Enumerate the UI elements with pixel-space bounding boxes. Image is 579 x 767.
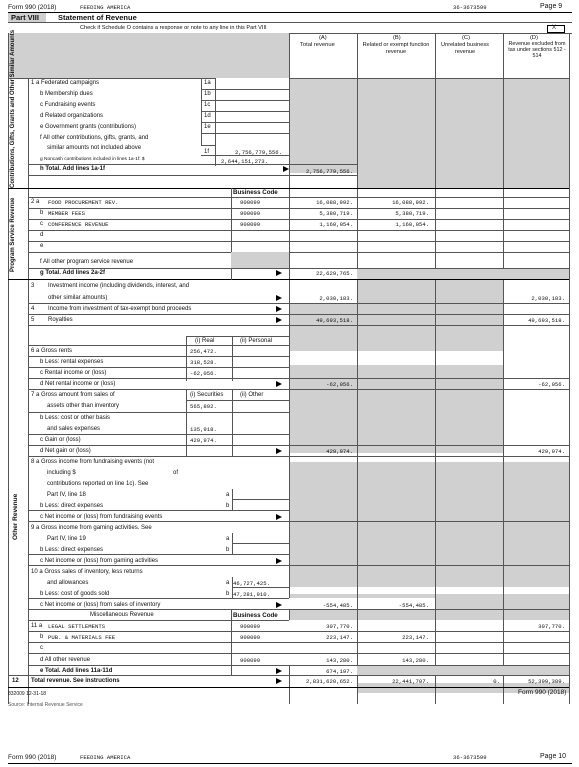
line-7c: c Gain or (loss) [40, 437, 81, 443]
line-10a-cont: and allowances [47, 580, 89, 586]
line-8a-cont2: contributions reported on line 1c). See [47, 481, 149, 487]
arrow-icon [276, 514, 282, 520]
excluded-12: 52,399,389. [528, 678, 565, 685]
line-2f: f All other program service revenue [40, 259, 134, 265]
line-8c: c Net income or (loss) from fundraising events [40, 514, 163, 520]
code-2a: 900099 [240, 199, 261, 206]
line-11c: c [40, 645, 43, 651]
related-2b: 5,380,719. [395, 210, 429, 217]
line-1e: e Government grants (contributions) [40, 124, 137, 130]
org-name: FEEDING AMERICA [80, 4, 131, 11]
total-11e: 674,197. [326, 668, 353, 675]
line-6b: b Less: rental expenses [40, 359, 104, 365]
value-10b: 47,281,910. [233, 591, 270, 598]
line-1b: b Membership dues [40, 91, 93, 97]
related-2a: 16,088,992. [392, 199, 429, 206]
value-7a: 565,892. [190, 403, 217, 410]
key-10b: b [226, 591, 230, 597]
excluded-3: 2,030,183. [531, 295, 565, 302]
total-11d: 143,280. [326, 657, 353, 664]
key-1e: 1e [204, 124, 211, 130]
code-2c: 900099 [240, 221, 261, 228]
line-7b-cont: and sales expenses [47, 426, 101, 432]
program-2b-name: MEMBER FEES [48, 210, 85, 217]
code-11a: 900099 [240, 623, 261, 630]
col-b-letter: (B) [393, 35, 401, 41]
related-11d: 143,280. [402, 657, 429, 664]
excluded-6d: -62,056. [538, 381, 565, 388]
total-3: 2,030,183. [319, 295, 353, 302]
header-shade [8, 33, 289, 78]
total-7d: 429,974. [326, 448, 353, 455]
next-form-label: Form 990 (2018) [8, 754, 57, 761]
business-code-label-2: Business Code [233, 612, 278, 619]
col-c-letter: (C) [462, 35, 471, 41]
total-12: 2,831,620,652. [306, 678, 353, 685]
total-2g: 22,629,765. [316, 270, 353, 277]
col-a-title: Total revenue [300, 42, 335, 48]
related-2c: 1,160,054. [395, 221, 429, 228]
col-d-letter: (D) [530, 35, 539, 41]
line-12: Total revenue. See instructions [31, 678, 120, 684]
line-1f-cont: similar amounts not included above [47, 145, 142, 151]
line-1a: 1 a Federated campaigns [31, 80, 100, 86]
line-1h: h Total. Add lines 1a-1f [40, 166, 106, 172]
value-6a: 256,472. [190, 348, 217, 355]
line-6a: 6 a Gross rents [31, 348, 73, 354]
arrow-icon [276, 317, 282, 323]
line-12-num: 12 [12, 678, 19, 684]
part-label: Part VIII [11, 13, 39, 22]
code-11d: 900099 [240, 657, 261, 664]
line-8a: 8 a Gross income from fundraising events (not [31, 459, 155, 465]
side-label-contributions: Contributions, Gifts, Grants and Other Similar Amounts [10, 29, 16, 188]
part-title: Statement of Revenue [58, 13, 137, 22]
total-2b: 5,380,719. [319, 210, 353, 217]
line-2e: e [40, 243, 44, 249]
line-4: Income from investment of tax-exempt bond proceeds [48, 306, 192, 312]
value-6b: 318,528. [190, 359, 217, 366]
code-2b: 900099 [240, 210, 261, 217]
value-6c: -62,056. [190, 370, 217, 377]
total-6d: -62,056. [326, 381, 353, 388]
page-number: Page 9 [540, 3, 563, 10]
line-1g: g Noncash contributions included in lines 1a-1f: $ [40, 157, 145, 162]
total-1h: 2,756,779,556. [306, 168, 353, 175]
line-8a-cont: including $ [47, 470, 76, 476]
key-1a: 1a [204, 80, 211, 86]
program-2a-name: FOOD PROCUREMENT REV. [48, 199, 119, 206]
line-1d: d Related organizations [40, 113, 104, 119]
code-11b: 900099 [240, 634, 261, 641]
line-3-cont: other similar amounts) [48, 295, 108, 301]
related-10c: -554,485. [398, 602, 429, 609]
excluded-11a: 307,770. [538, 623, 565, 630]
arrow-icon [276, 448, 282, 454]
total-11b: 223,147. [326, 634, 353, 641]
arrow-icon [276, 668, 282, 674]
next-ein: 36-3673599 [453, 754, 487, 761]
check-mark: X [552, 25, 557, 31]
line-7a-cont: assets other than inventory [47, 403, 120, 409]
line-2b: b [40, 210, 44, 216]
col-d-title: Revenue excluded from tax under sections 512 - 514 [508, 41, 566, 59]
key-8a: a [226, 492, 230, 498]
col-c-title: Unrelated business revenue [441, 42, 489, 55]
arrow-icon [276, 306, 282, 312]
real-header: (i) Real [195, 338, 215, 344]
arrow-icon [276, 602, 282, 608]
line-5: Royalties [48, 317, 73, 323]
schedule-o-note: Check if Schedule O contains a response or note to any line in this Part VIII [80, 25, 267, 31]
line-10c: c Net income or (loss) from sales of inventory [40, 602, 161, 608]
line-2d: d [40, 232, 44, 238]
value-7c: 429,974. [190, 437, 217, 444]
line-8b: b Less: direct expenses [40, 503, 104, 509]
side-label-other: Other Revenue [12, 493, 19, 540]
arrow-icon [283, 166, 289, 172]
total-2c: 1,160,054. [319, 221, 353, 228]
line-7a: 7 a Gross amount from sales of [31, 392, 115, 398]
key-9a: a [226, 536, 230, 542]
next-page-number: Page 10 [540, 753, 567, 760]
line-11e: e Total. Add lines 11a-11d [40, 668, 113, 674]
line-8a-of: of [173, 470, 179, 476]
line-4-num: 4 [31, 306, 35, 312]
line-10a: 10 a Gross sales of inventory, less returns [31, 569, 143, 575]
line-1f: f All other contributions, gifts, grants, and [40, 135, 149, 141]
personal-header: (ii) Personal [240, 338, 273, 344]
related-11b: 223,147. [402, 634, 429, 641]
next-org-name: FEEDING AMERICA [80, 754, 131, 761]
arrow-icon [276, 295, 282, 301]
form-label: Form 990 (2018) [8, 4, 57, 11]
line-3-num: 3 [31, 283, 35, 289]
related-12: 22,441,707. [392, 678, 429, 685]
total-2a: 16,088,992. [316, 199, 353, 206]
misc-revenue-header: Miscellaneous Revenue [90, 612, 154, 618]
key-1f: 1f [204, 149, 210, 155]
key-1d: 1d [204, 113, 211, 119]
arrow-icon [276, 558, 282, 564]
excluded-5: 49,693,518. [528, 317, 565, 324]
excluded-7d: 429,974. [538, 448, 565, 455]
line-3: Investment income (including dividends, interest, and [48, 283, 190, 289]
key-9b: b [226, 547, 230, 553]
key-1c: 1c [204, 102, 211, 108]
line-9a-cont: Part IV, line 19 [47, 536, 86, 542]
ein: 36-3673599 [453, 4, 487, 11]
value-1f: 2,756,779,556. [235, 149, 282, 156]
col-a-letter: (A) [319, 35, 327, 41]
arrow-icon [276, 678, 282, 684]
line-10b: b Less: cost of goods sold [40, 591, 110, 597]
total-5: 49,693,518. [316, 317, 353, 324]
line-9a: 9 a Gross income from gaming activities. See [31, 525, 152, 531]
arrow-icon [276, 270, 282, 276]
line-2a: 2 a [31, 199, 40, 205]
line-11d: d All other revenue [40, 657, 91, 663]
line-8a-cont3: Part IV, line 18 [47, 492, 86, 498]
other-header: (ii) Other [240, 392, 264, 398]
line-1c: c Fundraising events [40, 102, 96, 108]
value-1g: 2,644,151,273. [221, 158, 268, 165]
arrow-icon [276, 381, 282, 387]
misc-11a-name: LEGAL SETTLEMENTS [48, 623, 106, 630]
securities-header: (i) Securities [190, 392, 224, 398]
side-label-program: Program Service Revenue [10, 197, 16, 272]
footer-code: 832009 12-31-18 [8, 691, 47, 697]
program-2c-name: CONFERENCE REVENUE [48, 221, 109, 228]
value-10a: 46,727,425. [233, 580, 270, 587]
value-7b: 135,918. [190, 426, 217, 433]
key-1b: 1b [204, 91, 211, 97]
total-10c: -554,485. [322, 602, 353, 609]
business-code-label: Business Code [233, 189, 278, 196]
line-9c: c Net income or (loss) from gaming activities [40, 558, 159, 564]
line-2c: c [40, 221, 43, 227]
line-2g: g Total. Add lines 2a-2f [40, 270, 106, 276]
unrelated-12: 0. [493, 678, 500, 685]
misc-11b-name: PUB. & MATERIALS FEE [48, 634, 116, 641]
key-10a: a [226, 580, 230, 586]
line-6c: c Rental income or (loss) [40, 370, 107, 376]
total-11a: 307,770. [326, 623, 353, 630]
col-b-title: Related or exempt function revenue [362, 42, 430, 55]
line-5-num: 5 [31, 317, 35, 323]
footer-source: Source: Internal Revenue Service [8, 702, 83, 708]
line-11b: b [40, 634, 44, 640]
line-9b: b Less: direct expenses [40, 547, 104, 553]
footer-form: Form 990 (2018) [518, 689, 567, 696]
line-7b: b Less: cost or other basis [40, 415, 111, 421]
line-7d: d Net gain or (loss) [40, 448, 91, 454]
line-6d: d Net rental income or (loss) [40, 381, 116, 387]
line-11a: 11 a [31, 623, 43, 629]
key-8b: b [226, 503, 230, 509]
